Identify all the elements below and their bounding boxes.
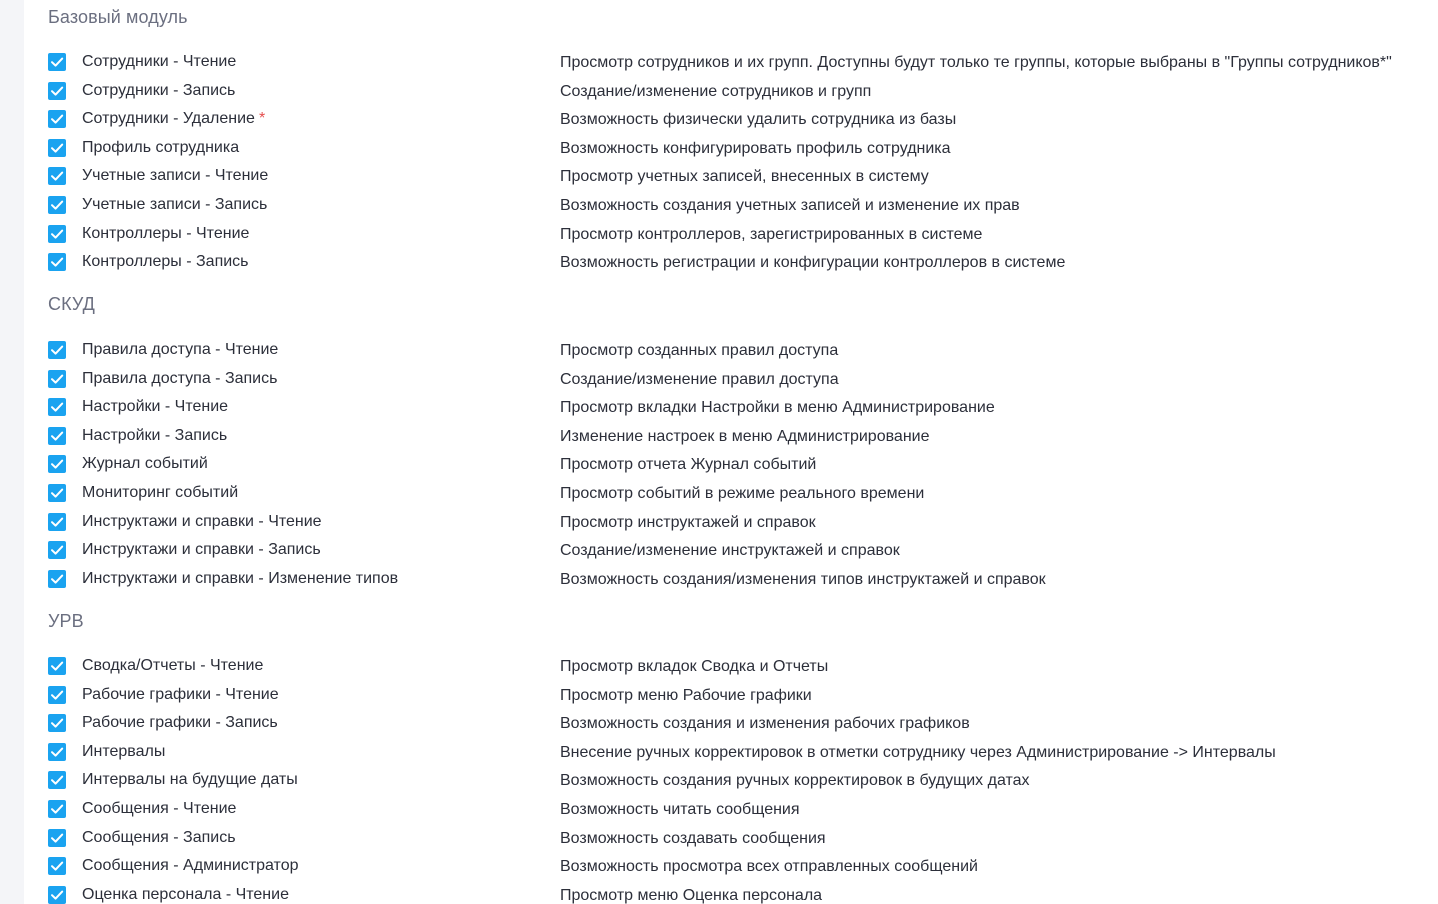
permission-label[interactable] (82, 109, 265, 129)
checkmark-icon (48, 686, 66, 704)
permission-description: Возможность конфигурировать профиль сотрудника (560, 140, 951, 157)
permission-label-text: Учетные записи - Запись (82, 196, 268, 213)
permission-description: Просмотр вкладок Сводка и Отчеты (560, 658, 829, 675)
checkmark-icon (48, 53, 66, 71)
checkmark-icon (48, 341, 66, 359)
permission-label-text: Рабочие графики - Запись (82, 714, 278, 731)
checkmark-icon (48, 167, 66, 185)
checkmark-icon (48, 139, 66, 157)
permission-row (24, 824, 1438, 852)
permission-checkbox[interactable] (48, 800, 66, 818)
permission-checkbox[interactable] (48, 857, 66, 875)
permission-row (24, 479, 1438, 507)
permission-row (24, 852, 1438, 880)
checkmark-icon (48, 800, 66, 818)
permission-label-text: Учетные записи - Чтение (82, 167, 269, 184)
permission-description: Возможность читать сообщения (560, 801, 800, 818)
permission-description: Просмотр учетных записей, внесенных в систему (560, 168, 929, 185)
permission-description: Просмотр контроллеров, зарегистрированных в системе (560, 226, 983, 243)
permission-label[interactable] (82, 770, 298, 790)
permission-label-text: Настройки - Запись (82, 427, 228, 444)
permission-label-text: Профиль сотрудника (82, 139, 240, 156)
permission-description: Просмотр событий в режиме реального времени (560, 485, 925, 502)
permission-row (24, 191, 1438, 219)
permission-label-text: Правила доступа - Запись (82, 370, 278, 387)
permission-description: Возможность физически удалить сотрудника из базы (560, 111, 957, 128)
permission-label-text: Сообщения - Администратор (82, 857, 299, 874)
permission-label[interactable] (82, 195, 267, 215)
permission-checkbox[interactable] (48, 657, 66, 675)
permission-row (24, 105, 1438, 133)
permission-checkbox[interactable] (48, 771, 66, 789)
permission-row (24, 77, 1438, 105)
permission-description: Возможность создавать сообщения (560, 830, 826, 847)
permission-label-text: Сотрудники - Чтение (82, 53, 237, 70)
permission-label[interactable] (82, 828, 236, 848)
checkmark-icon (48, 886, 66, 904)
permission-row (24, 881, 1438, 904)
permission-description: Возможность просмотра всех отправленных сообщений (560, 858, 978, 875)
permission-checkbox[interactable] (48, 370, 66, 388)
checkmark-icon (48, 570, 66, 588)
permission-row (24, 365, 1438, 393)
permission-checkbox[interactable] (48, 570, 66, 588)
permission-description: Просмотр созданных правил доступа (560, 342, 839, 359)
permission-description: Возможность создания/изменения типов инструктажей и справок (560, 571, 1046, 588)
permission-checkbox[interactable] (48, 484, 66, 502)
checkmark-icon (48, 82, 66, 100)
section-title: Базовый модуль (48, 7, 188, 27)
permission-checkbox[interactable] (48, 714, 66, 732)
section-title: СКУД (48, 294, 95, 314)
permission-label-text: Инструктажи и справки - Чтение (82, 513, 322, 530)
permission-description: Просмотр инструктажей и справок (560, 514, 816, 531)
checkmark-icon (48, 370, 66, 388)
checkmark-icon (48, 857, 66, 875)
permission-description: Возможность создания учетных записей и изменение их прав (560, 197, 1020, 214)
permission-checkbox[interactable] (48, 110, 66, 128)
permission-label[interactable] (82, 685, 279, 705)
permission-checkbox[interactable] (48, 513, 66, 531)
permission-checkbox[interactable] (48, 398, 66, 416)
checkmark-icon (48, 743, 66, 761)
permission-checkbox[interactable] (48, 139, 66, 157)
permission-label[interactable] (82, 713, 278, 733)
permission-checkbox[interactable] (48, 167, 66, 185)
checkmark-icon (48, 253, 66, 271)
permission-row (24, 336, 1438, 364)
permission-label-text: Сообщения - Запись (82, 829, 236, 846)
permission-label-text: Сводка/Отчеты - Чтение (82, 657, 264, 674)
permission-label-text: Интервалы (82, 743, 166, 760)
permission-checkbox[interactable] (48, 829, 66, 847)
checkmark-icon (48, 427, 66, 445)
permission-description: Возможность создания и изменения рабочих графиков (560, 715, 970, 732)
permission-label[interactable] (82, 340, 278, 360)
checkmark-icon (48, 484, 66, 502)
permission-description: Просмотр вкладки Настройки в меню Администрирование (560, 399, 995, 416)
permission-label[interactable] (82, 799, 236, 819)
permission-row (24, 652, 1438, 680)
permission-row (24, 565, 1438, 593)
permission-label[interactable] (82, 52, 236, 72)
permission-checkbox[interactable] (48, 886, 66, 904)
permission-label[interactable] (82, 569, 398, 589)
permission-label[interactable] (82, 856, 299, 876)
permission-row (24, 681, 1438, 709)
permission-label-text: Правила доступа - Чтение (82, 341, 279, 358)
permission-row (24, 134, 1438, 162)
permission-description: Создание/изменение инструктажей и справок (560, 542, 900, 559)
permission-checkbox[interactable] (48, 225, 66, 243)
checkmark-icon (48, 714, 66, 732)
checkmark-icon (48, 513, 66, 531)
permission-label[interactable] (82, 656, 263, 676)
checkmark-icon (48, 196, 66, 214)
permission-label-text: Сотрудники - Запись (82, 82, 236, 99)
permission-label[interactable] (82, 483, 238, 503)
permission-description: Просмотр меню Оценка персонала (560, 887, 823, 904)
section-title: УРВ (48, 611, 84, 631)
permission-label[interactable] (82, 885, 289, 904)
permission-row (24, 248, 1438, 276)
permission-label-text: Журнал событий (82, 455, 208, 472)
checkmark-icon (48, 657, 66, 675)
permission-label[interactable] (82, 426, 227, 446)
permission-checkbox[interactable] (48, 82, 66, 100)
permission-label[interactable] (82, 166, 268, 186)
permission-description: Возможность создания ручных корректировок в будущих датах (560, 772, 1030, 789)
permission-row (24, 450, 1438, 478)
permission-description: Изменение настроек в меню Администрирование (560, 428, 930, 445)
permission-checkbox[interactable] (48, 196, 66, 214)
permission-row (24, 162, 1438, 190)
permission-label-text: Интервалы на будущие даты (82, 771, 298, 788)
permission-row (24, 48, 1438, 76)
permission-checkbox[interactable] (48, 455, 66, 473)
permission-label-text: Сотрудники - Удаление (82, 110, 255, 127)
permission-label[interactable] (82, 454, 208, 474)
permission-row (24, 795, 1438, 823)
permission-checkbox[interactable] (48, 686, 66, 704)
permission-label-text: Контроллеры - Запись (82, 253, 249, 270)
permission-description: Просмотр отчета Журнал событий (560, 456, 817, 473)
checkmark-icon (48, 829, 66, 847)
permission-row (24, 220, 1438, 248)
permission-label-text: Настройки - Чтение (82, 398, 229, 415)
checkmark-icon (48, 110, 66, 128)
permission-description: Внесение ручных корректировок в отметки сотруднику через Администрирование -> Интервалы (560, 744, 1276, 761)
permission-description: Создание/изменение сотрудников и групп (560, 83, 872, 100)
permission-description: Создание/изменение правил доступа (560, 371, 839, 388)
permission-label[interactable] (82, 369, 277, 389)
permission-description: Просмотр меню Рабочие графики (560, 687, 812, 704)
permission-label-text: Инструктажи и справки - Изменение типов (82, 570, 399, 587)
permission-label-text: Оценка персонала - Чтение (82, 886, 289, 903)
checkmark-icon (48, 455, 66, 473)
checkmark-icon (48, 541, 66, 559)
permission-label-text: Контроллеры - Чтение (82, 225, 250, 242)
checkmark-icon (48, 771, 66, 789)
permission-checkbox[interactable] (48, 53, 66, 71)
permission-row (24, 508, 1438, 536)
permission-checkbox[interactable] (48, 743, 66, 761)
permission-label-text: Инструктажи и справки - Запись (82, 541, 321, 558)
permission-label[interactable] (82, 138, 239, 158)
permission-row (24, 766, 1438, 794)
required-star-icon: * (258, 110, 266, 127)
permission-label[interactable] (82, 224, 249, 244)
checkmark-icon (48, 225, 66, 243)
permission-row (24, 422, 1438, 450)
permission-row (24, 709, 1438, 737)
permissions-panel (24, 0, 1438, 904)
permission-description: Возможность регистрации и конфигурации контроллеров в системе (560, 254, 1066, 271)
permission-label[interactable] (82, 512, 322, 532)
checkmark-icon (48, 398, 66, 416)
permission-label[interactable] (82, 397, 228, 417)
permission-checkbox[interactable] (48, 253, 66, 271)
permission-description: Просмотр сотрудников и их групп. Доступны будут только те группы, которые выбраны в "Группы сотрудников*" (560, 54, 1392, 71)
permission-row (24, 536, 1438, 564)
permission-label[interactable] (82, 81, 235, 101)
permission-row (24, 393, 1438, 421)
permission-label-text: Рабочие графики - Чтение (82, 686, 279, 703)
permission-checkbox[interactable] (48, 541, 66, 559)
permission-row (24, 738, 1438, 766)
permission-label-text: Сообщения - Чтение (82, 800, 237, 817)
permission-checkbox[interactable] (48, 427, 66, 445)
permission-label[interactable] (82, 252, 249, 272)
permission-label-text: Мониторинг событий (82, 484, 239, 501)
permission-label[interactable] (82, 540, 321, 560)
permission-checkbox[interactable] (48, 341, 66, 359)
permission-label[interactable] (82, 742, 165, 762)
